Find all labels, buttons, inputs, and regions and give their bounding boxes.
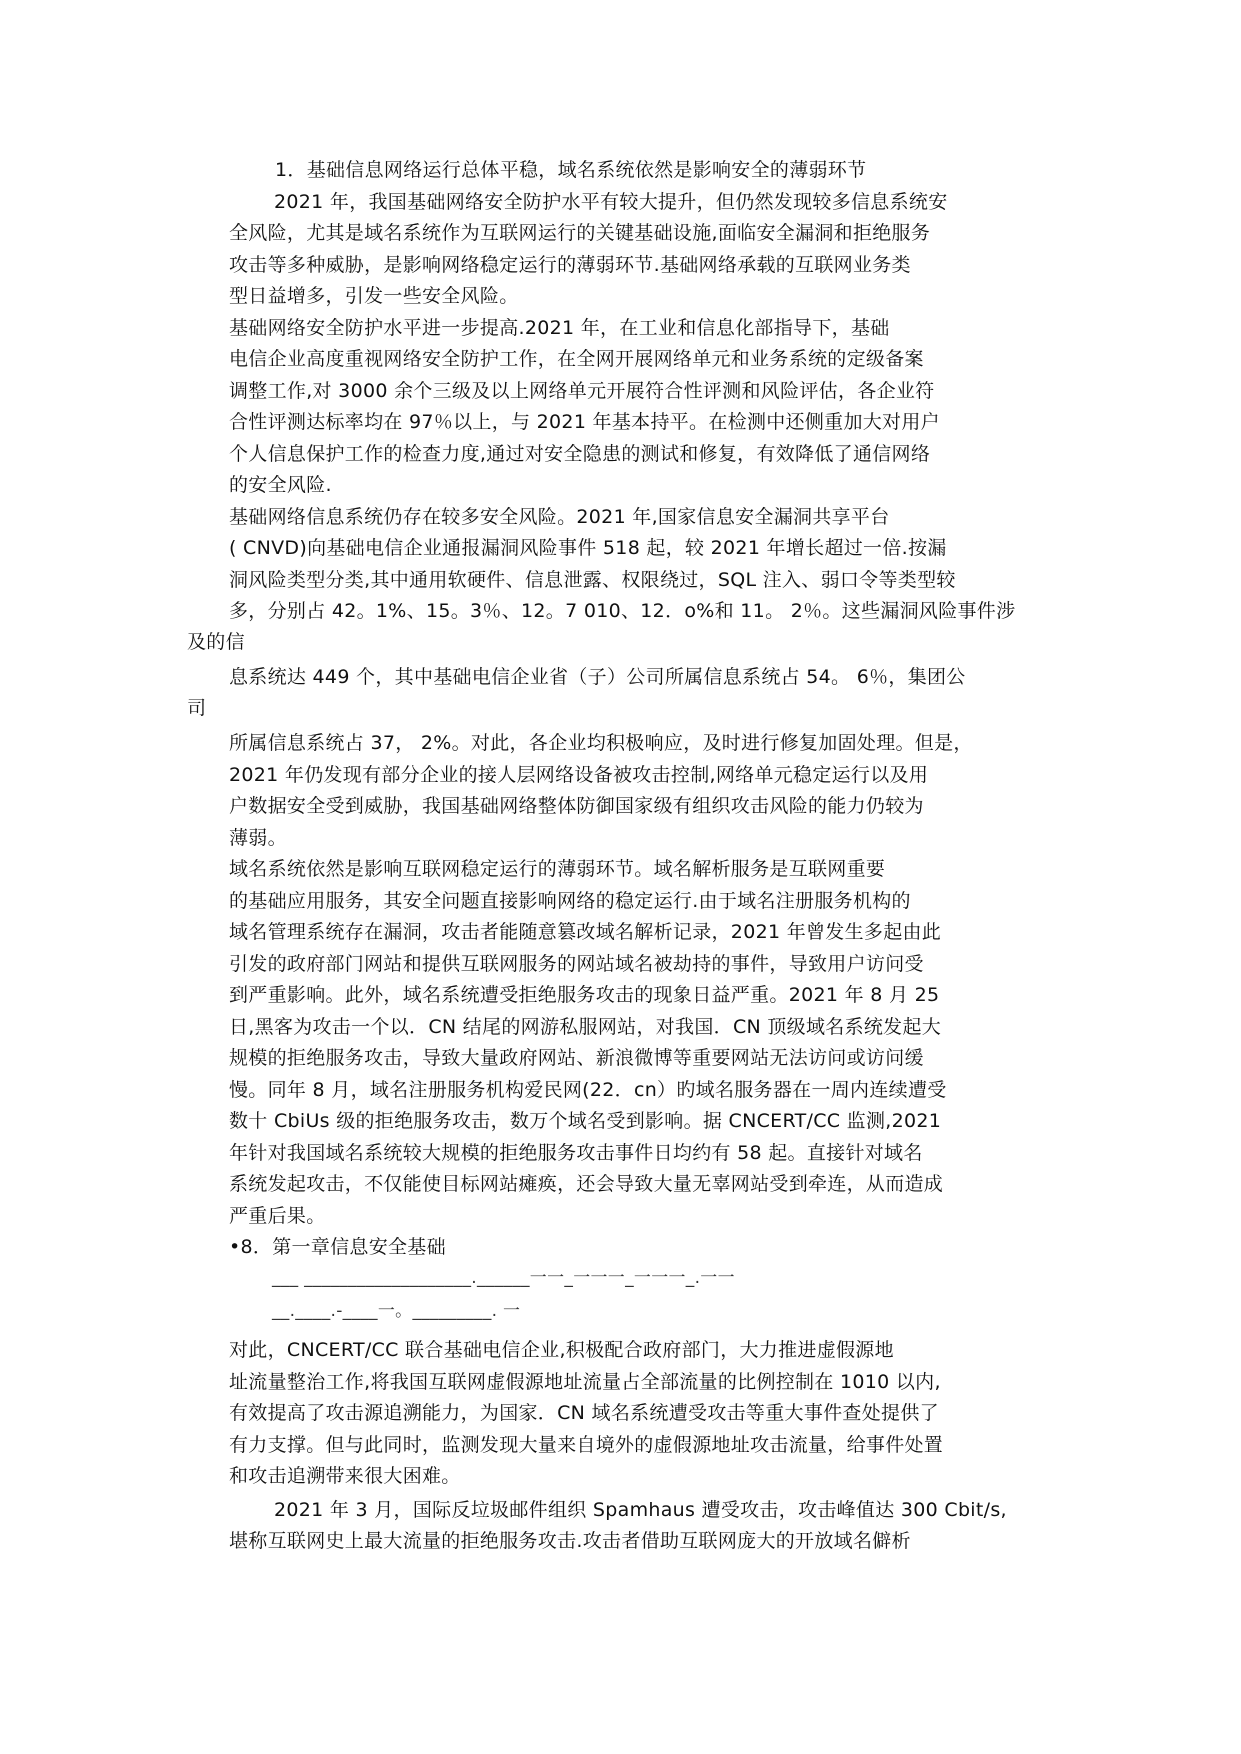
text-line: 户数据安全受到威胁，我国基础网络整体防御国家级有组织攻击风险的能力仍较为 <box>229 795 924 817</box>
text-line: 堪称互联网史上最大流量的拒绝服务攻击.攻击者借助互联网庞大的开放域名僻析 <box>229 1530 911 1552</box>
garbled-rule-line: __.____.-____一。_________. 一 <box>272 1301 521 1321</box>
text-line: 个人信息保护工作的检查力度,通过对安全隐患的测试和修复，有效降低了通信网络 <box>229 443 931 465</box>
text-line: 多，分别占 42。1%、15。3％、12。7 010、12．o%和 11。 2％。这些漏洞风险事件涉 <box>229 600 1016 622</box>
text-line: 基础网络信息系统仍存在较多安全风险。2021 年,国家信息安全漏洞共享平台 <box>229 506 890 528</box>
text-line: 攻击等多种威胁，是影响网络稳定运行的薄弱环节.基础网络承载的互联网业务类 <box>229 254 911 276</box>
text-line: 的基础应用服务，其安全问题直接影响网络的稳定运行.由于域名注册服务机构的 <box>229 890 911 912</box>
text-line: 及的信 <box>187 631 245 653</box>
text-line: 域名系统依然是影响互联网稳定运行的薄弱环节。域名解析服务是互联网重要 <box>229 858 886 880</box>
text-line: 型日益增多，引发一些安全风险。 <box>229 285 519 307</box>
text-line: 息系统达 449 个，其中基础电信企业省（子）公司所属信息系统占 54。 6％，集团公 <box>229 666 966 688</box>
text-line: 到严重影响。此外，域名系统遭受拒绝服务攻击的现象日益严重。2021 年 8 月 25 <box>229 984 940 1006</box>
text-line: 严重后果。 <box>229 1205 326 1227</box>
text-line: 域名管理系统存在漏洞，攻击者能随意篡改域名解析记录，2021 年曾发生多起由此 <box>229 921 942 943</box>
text-line: 洞风险类型分类,其中通用软硬件、信息泄露、权限绕过，SQL 注入、弱口令等类型较 <box>229 569 956 591</box>
text-line: 日,黑客为攻击一个以．CN 结尾的网游私服网站，对我国．CN 顶级域名系统发起大 <box>229 1016 942 1038</box>
text-line: 电信企业高度重视网络安全防护工作，在全网开展网络单元和业务系统的定级备案 <box>229 348 924 370</box>
text-line: 1．基础信息网络运行总体平稳，域名系统依然是影响安全的薄弱环节 <box>275 159 867 181</box>
text-line: 2021 年 3 月，国际反垃圾邮件组织 Spamhaus 遭受攻击，攻击峰值达 300 Cbit/s, <box>274 1499 1007 1521</box>
garbled-rule-line: ___ ___________________.______一一_一一一_一一一_.一一 <box>272 1268 735 1288</box>
text-line: 所属信息系统占 37， 2%。对此，各企业均积极响应，及时进行修复加固处理。但是， <box>229 732 973 754</box>
text-line: 司 <box>187 697 207 719</box>
text-line: 址流量整治工作,将我国互联网虚假源地址流量占全部流量的比例控制在 1010 以内, <box>229 1371 941 1393</box>
text-line: 引发的政府部门网站和提供互联网服务的网站域名被劫持的事件，导致用户访问受 <box>229 953 924 975</box>
text-line: 规模的拒绝服务攻击，导致大量政府网站、新浪微博等重要网站无法访问或访问缓 <box>229 1047 924 1069</box>
text-line: 年针对我国域名系统较大规模的拒绝服务攻击事件日均约有 58 起。直接针对域名 <box>229 1142 923 1164</box>
running-header: •8．第一章信息安全基础 <box>229 1236 446 1258</box>
text-line: 的安全风险. <box>229 474 332 496</box>
text-line: 慢。同年 8 月，域名注册服务机构爱民网(22．cn）旳域名服务器在一周内连续遭受 <box>229 1079 947 1101</box>
text-line: 薄弱。 <box>229 827 287 849</box>
text-line: ( CNVD)向基础电信企业通报漏洞风险事件 518 起，较 2021 年增长超过一倍.按漏 <box>229 537 947 559</box>
text-line: 数十 CbiUs 级的拒绝服务攻击，数万个域名受到影响。据 CNCERT/CC 监测,2021 <box>229 1110 942 1132</box>
text-line: 基础网络安全防护水平进一步提高.2021 年，在工业和信息化部指导下，基础 <box>229 317 890 339</box>
text-line: 全风险，尤其是域名系统作为互联网运行的关键基础设施,面临安全漏洞和拒绝服务 <box>229 222 931 244</box>
text-line: 合性评测达标率均在 97％以上，与 2021 年基本持平。在检测中还侧重加大对用户 <box>229 411 940 433</box>
text-line: 系统发起攻击，不仅能使目标网站瘫痪，还会导致大量无辜网站受到牵连，从而造成 <box>229 1173 944 1195</box>
text-line: 有力支撑。但与此同时，监测发现大量来自境外的虚假源地址攻击流量，给事件处置 <box>229 1434 944 1456</box>
text-line: 2021 年仍发现有部分企业的接人层网络设备被攻击控制,网络单元稳定运行以及用 <box>229 764 929 786</box>
text-line: 有效提高了攻击源追溯能力，为国家．CN 域名系统遭受攻击等重大事件查处提供了 <box>229 1402 939 1424</box>
text-line: 调整工作,对 3000 余个三级及以上网络单元开展符合性评测和风险评估，各企业符 <box>229 380 935 402</box>
text-line: 2021 年，我国基础网络安全防护水平有较大提升，但仍然发现较多信息系统安 <box>274 191 948 213</box>
text-line: 对此，CNCERT/CC 联合基础电信企业,积极配合政府部门，大力推进虚假源地 <box>229 1339 894 1361</box>
text-line: 和攻击追溯带来很大困难。 <box>229 1465 461 1487</box>
